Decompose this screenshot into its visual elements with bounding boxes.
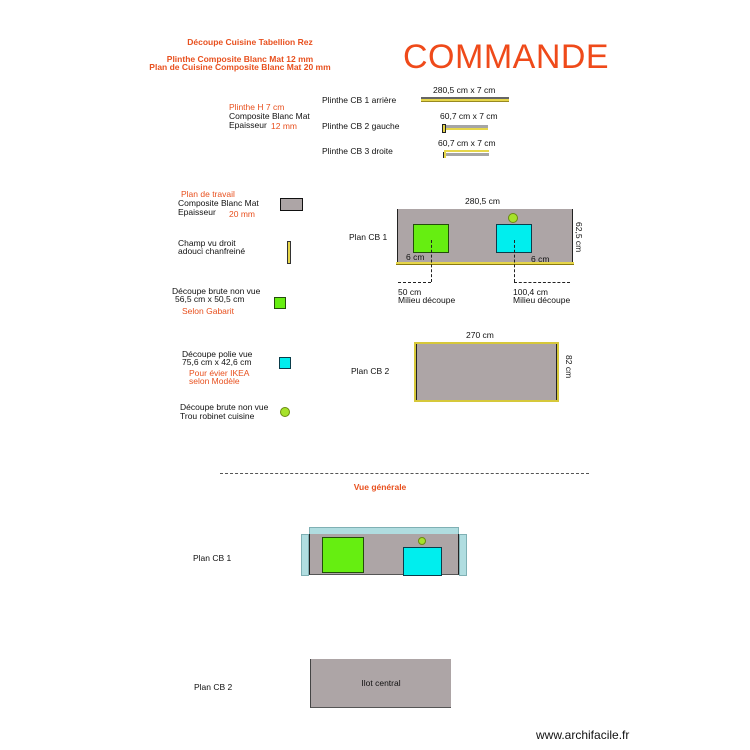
legend-polished-cut-swatch: [279, 357, 291, 369]
legend-plan-thickness-label: Epaisseur: [178, 207, 216, 217]
drawing-title: Découpe Cuisine Tabellion Rez: [187, 37, 313, 47]
plan-cb2-label: Plan CB 2: [351, 366, 390, 376]
plinthe-legend-thickness-label: Epaisseur: [229, 120, 267, 130]
section-separator: [220, 473, 589, 474]
plan-cb1-cut2-pos: 100,4 cm: [513, 287, 548, 297]
plan-cb2-width: 270 cm: [466, 330, 494, 340]
legend-plan-title: Plan de travail: [181, 189, 235, 199]
legend-trou-line2: Trou robinet cuisine: [180, 411, 255, 421]
plinthe-legend-title: Plinthe H 7 cm: [229, 102, 285, 112]
plinthe-3-end: [443, 152, 446, 158]
subtitle-plinthe: Plinthe Composite Blanc Mat 12 mm: [166, 54, 314, 64]
plinthe-2-edge: [446, 128, 488, 130]
legend-polie-line2: 75,6 cm x 42,6 cm: [182, 357, 252, 367]
overview-cb2-worktop: [310, 659, 451, 708]
legend-champ-line1: Champ vu droit: [178, 238, 236, 248]
overview-cb1-right-plinthe: [459, 534, 467, 576]
legend-raw-cut-swatch: [274, 297, 286, 309]
plinthe-legend-thickness-value: 12 mm: [271, 121, 297, 131]
plinthe-3-dims: 60,7 cm x 7 cm: [438, 138, 496, 148]
plan-cb1-margin-left: 6 cm: [406, 252, 425, 262]
legend-trou-line1: Découpe brute non vue: [180, 402, 269, 412]
overview-cb2-name: Ilot central: [361, 678, 401, 688]
plinthe-2-label: Plinthe CB 2 gauche: [322, 121, 400, 131]
plan-cb1-cut2-guide-h: [514, 282, 570, 283]
plan-cb2-worktop: [414, 342, 559, 402]
plan-cb1-label: Plan CB 1: [349, 232, 388, 242]
overview-cb1-label: Plan CB 1: [193, 553, 232, 563]
plinthe-legend-material: Composite Blanc Mat: [229, 111, 310, 121]
plan-cb1-cut2-guide-v: [514, 240, 515, 282]
overview-cb1-raw-cut: [322, 537, 364, 573]
legend-faucet-hole-swatch: [280, 407, 290, 417]
plan-cb1-width: 280,5 cm: [465, 196, 500, 206]
legend-plan-material: Composite Blanc Mat: [178, 198, 259, 208]
overview-cb1-faucet-hole: [418, 537, 426, 545]
plan-cb1-cut1-guide-h: [398, 282, 431, 283]
overview-cb1-left-plinthe: [301, 534, 309, 576]
legend-worktop-swatch: [280, 198, 303, 211]
legend-polie-note1: Pour évier IKEA: [189, 368, 250, 378]
legend-edge-swatch: [287, 241, 291, 264]
overview-cb2-label: Plan CB 2: [194, 682, 233, 692]
commande-stamp: COMMANDE: [403, 38, 610, 76]
subtitle-plan: Plan de Cuisine Composite Blanc Mat 20 mm: [149, 62, 331, 72]
plan-cb1-margin-right: 6 cm: [531, 254, 550, 264]
legend-brute-line1: Découpe brute non vue: [172, 286, 261, 296]
plan-cb1-depth: 62,5 cm: [574, 222, 584, 253]
legend-polie-line1: Découpe polie vue: [182, 349, 253, 359]
plan-cb1-cut1-pos: 50 cm: [398, 287, 422, 297]
plinthe-1-dims: 280,5 cm x 7 cm: [433, 85, 496, 95]
legend-polie-note2: selon Modèle: [189, 376, 240, 386]
plinthe-3-shape: [446, 153, 489, 156]
plan-cb2-depth: 82 cm: [564, 355, 574, 379]
overview-cb1-sink-cut: [403, 547, 442, 576]
plinthe-3-label: Plinthe CB 3 droite: [322, 146, 393, 156]
plinthe-3-edge: [444, 150, 489, 152]
plinthe-1-label: Plinthe CB 1 arrière: [322, 95, 397, 105]
plan-cb1-cut1-label: Milieu découpe: [398, 295, 456, 305]
plan-cb1-cut2-label: Milieu découpe: [513, 295, 571, 305]
legend-plan-thickness-value: 20 mm: [229, 209, 255, 219]
plan-cb1-faucet-hole: [508, 213, 518, 223]
legend-brute-line2: 56,5 cm x 50,5 cm: [175, 294, 245, 304]
plinthe-2-dims: 60,7 cm x 7 cm: [440, 111, 498, 121]
overview-title: Vue générale: [353, 482, 407, 492]
legend-brute-note: Selon Gabarit: [182, 306, 234, 316]
watermark: www.archifacile.fr: [536, 728, 630, 742]
plinthe-1-shape: [421, 99, 509, 102]
plan-cb1-cut1-guide-v: [431, 240, 432, 282]
legend-champ-line2: adouci chanfreiné: [178, 246, 246, 256]
